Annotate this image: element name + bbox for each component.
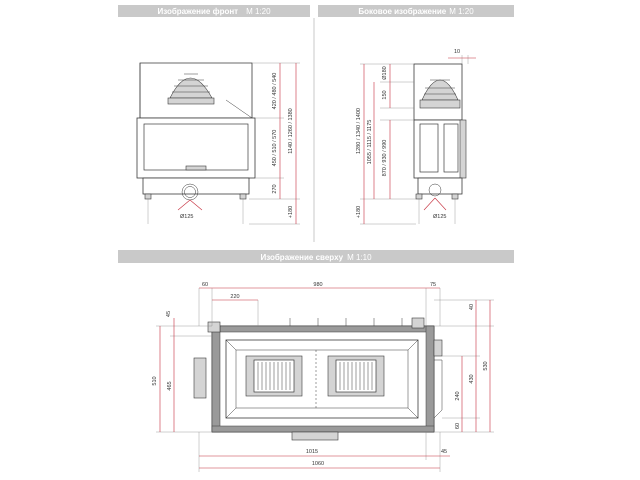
side-leg-left <box>416 194 422 199</box>
side-dim-collar: Ø180 <box>382 66 388 80</box>
front-leg-right <box>240 194 246 199</box>
front-view <box>137 63 300 224</box>
front-leg-left <box>145 194 151 199</box>
front-dim-total: 1140 / 1260 / 1380 <box>288 108 294 154</box>
top-dim-1060: 1060 <box>311 461 325 467</box>
front-dim-legs: +180 <box>288 205 294 219</box>
side-dim-inner: 870 / 930 / 990 <box>382 139 388 177</box>
side-flue-diameter: Ø125 <box>433 214 447 220</box>
side-flue-collar <box>420 100 460 108</box>
side-glass <box>420 124 438 172</box>
front-flue-collar <box>168 98 214 104</box>
top-corner-tab-right <box>412 318 424 328</box>
top-dim-right-45: 45 <box>440 449 448 455</box>
front-dim-top-block: 420 / 480 / 540 <box>272 72 278 110</box>
top-dim-510: 510 <box>152 376 158 386</box>
side-view <box>356 49 476 224</box>
top-view <box>152 282 494 472</box>
front-dim-base: 270 <box>272 184 278 194</box>
top-corner-tab-left <box>208 322 220 332</box>
front-view-title: Изображение фронт M 1:20 <box>157 7 271 16</box>
side-dim-mid: 1055 / 1115 / 1175 <box>367 119 373 165</box>
front-dim-glass: 450 / 510 / 570 <box>272 129 278 167</box>
top-dim-465: 465 <box>167 381 173 391</box>
top-dim-530: 530 <box>483 361 489 371</box>
top-dim-45: 45 <box>166 310 172 318</box>
side-dim-150: 150 <box>382 90 388 100</box>
front-base <box>143 178 249 194</box>
side-dim-offset: 10 <box>454 49 461 55</box>
side-dim-overall: 1280 / 1340 / 1400 <box>356 108 362 154</box>
front-flue-diameter: Ø125 <box>180 214 194 220</box>
top-dim-right-offset: 75 <box>429 282 437 288</box>
side-dim-legs: +180 <box>356 205 362 219</box>
front-glass-door <box>144 124 248 170</box>
top-front-handle <box>292 432 338 440</box>
top-dim-1015: 1015 <box>305 449 319 455</box>
side-view-title: Боковое изображение M 1:20 <box>358 7 474 16</box>
top-dim-430: 430 <box>469 374 475 384</box>
top-dim-220: 220 <box>230 294 240 300</box>
side-base <box>418 178 462 194</box>
side-leg-right <box>452 194 458 199</box>
top-side-box <box>194 358 206 398</box>
top-dim-40: 40 <box>469 303 475 311</box>
top-dim-60: 60 <box>455 422 461 430</box>
front-door-handle <box>186 166 206 170</box>
top-dim-980: 980 <box>313 282 323 288</box>
top-dim-240: 240 <box>455 391 461 401</box>
top-view-title: Изображение сверху M 1:10 <box>260 253 372 262</box>
top-dim-left-offset: 60 <box>201 282 209 288</box>
